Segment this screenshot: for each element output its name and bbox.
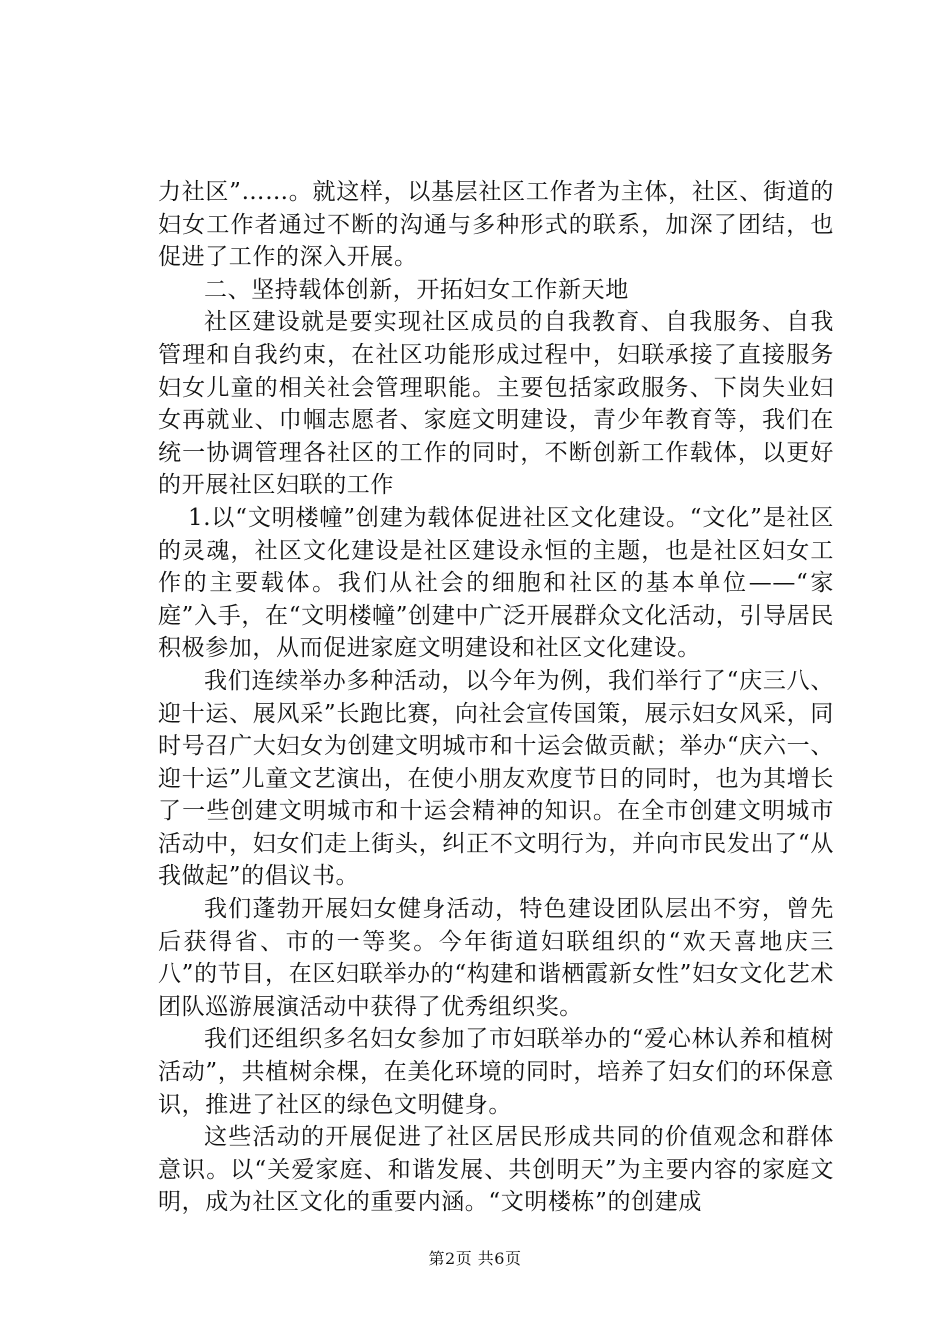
paragraph: 社区建设就是要实现社区成员的自我教育、自我服务、自我管理和自我约束，在社区功能形成过程中，妇联承接了直接服务妇女儿童的相关社会管理职能。主要包括家政服务、下岗失业妇女再就业、巾帼志愿者、家庭文明建设，青少年教育等，我们在统一协调管理各社区的工作的同时，不断创新工作载体，以更好的开展社区妇联的工作: [158, 309, 834, 499]
section-heading: 二、坚持载体创新，开拓妇女工作新天地: [204, 276, 629, 303]
paragraph-continuation: 力社区”……。就这样，以基层社区工作者为主体，社区、街道的妇女工作者通过不断的沟通与多种形式的联系，加深了团结，也促进了工作的深入开展。: [158, 179, 834, 271]
paragraph: 我们连续举办多种活动，以今年为例，我们举行了“庆三八、迎十运、展风采”长跑比赛，向社会宣传国策，展示妇女风采，同时号召广大妇女为创建文明城市和十运会做贡献；举办“庆六一、迎十运”儿童文艺演出，在使小朋友欢度节日的同时，也为其增长了一些创建文明城市和十运会精神的知识。在全市创建文明城市活动中，妇女们走上街头，纠正不文明行为，并向市民发出了“从我做起”的倡议书。: [158, 667, 834, 890]
page-number-label: 第2页 共6页: [428, 1249, 522, 1268]
numbered-paragraph: 1.以“文明楼幢”创建为载体促进社区文化建设。“文化”是社区的灵魂，社区文化建设是社区建设永恒的主题，也是社区妇女工作的主要载体。我们从社会的细胞和社区的基本单位——“家庭”入手，在“文明楼幢”创建中广泛开展群众文化活动，引导居民积极参加，从而促进家庭文明建设和社区文化建设。: [158, 504, 834, 662]
paragraph: 这些活动的开展促进了社区居民形成共同的价值观念和群体意识。以“关爱家庭、和谐发展、共创明天”为主要内容的家庭文明，成为社区文化的重要内涵。“文明楼栋”的创建成: [158, 1124, 834, 1216]
paragraph: 我们还组织多名妇女参加了市妇联举办的“爱心林认养和植树活动”，共植树余棵，在美化环境的同时，培养了妇女们的环保意识，推进了社区的绿色文明健身。: [158, 1026, 834, 1118]
document-body: [158, 176, 834, 1219]
paragraph: 我们蓬勃开展妇女健身活动，特色建设团队层出不穷，曾先后获得省、市的一等奖。今年街道妇联组织的“欢天喜地庆三八”的节目，在区妇联举办的“构建和谐栖霞新女性”妇女文化艺术团队巡游展演活动中获得了优秀组织奖。: [158, 896, 834, 1020]
page-footer: [0, 1246, 950, 1269]
